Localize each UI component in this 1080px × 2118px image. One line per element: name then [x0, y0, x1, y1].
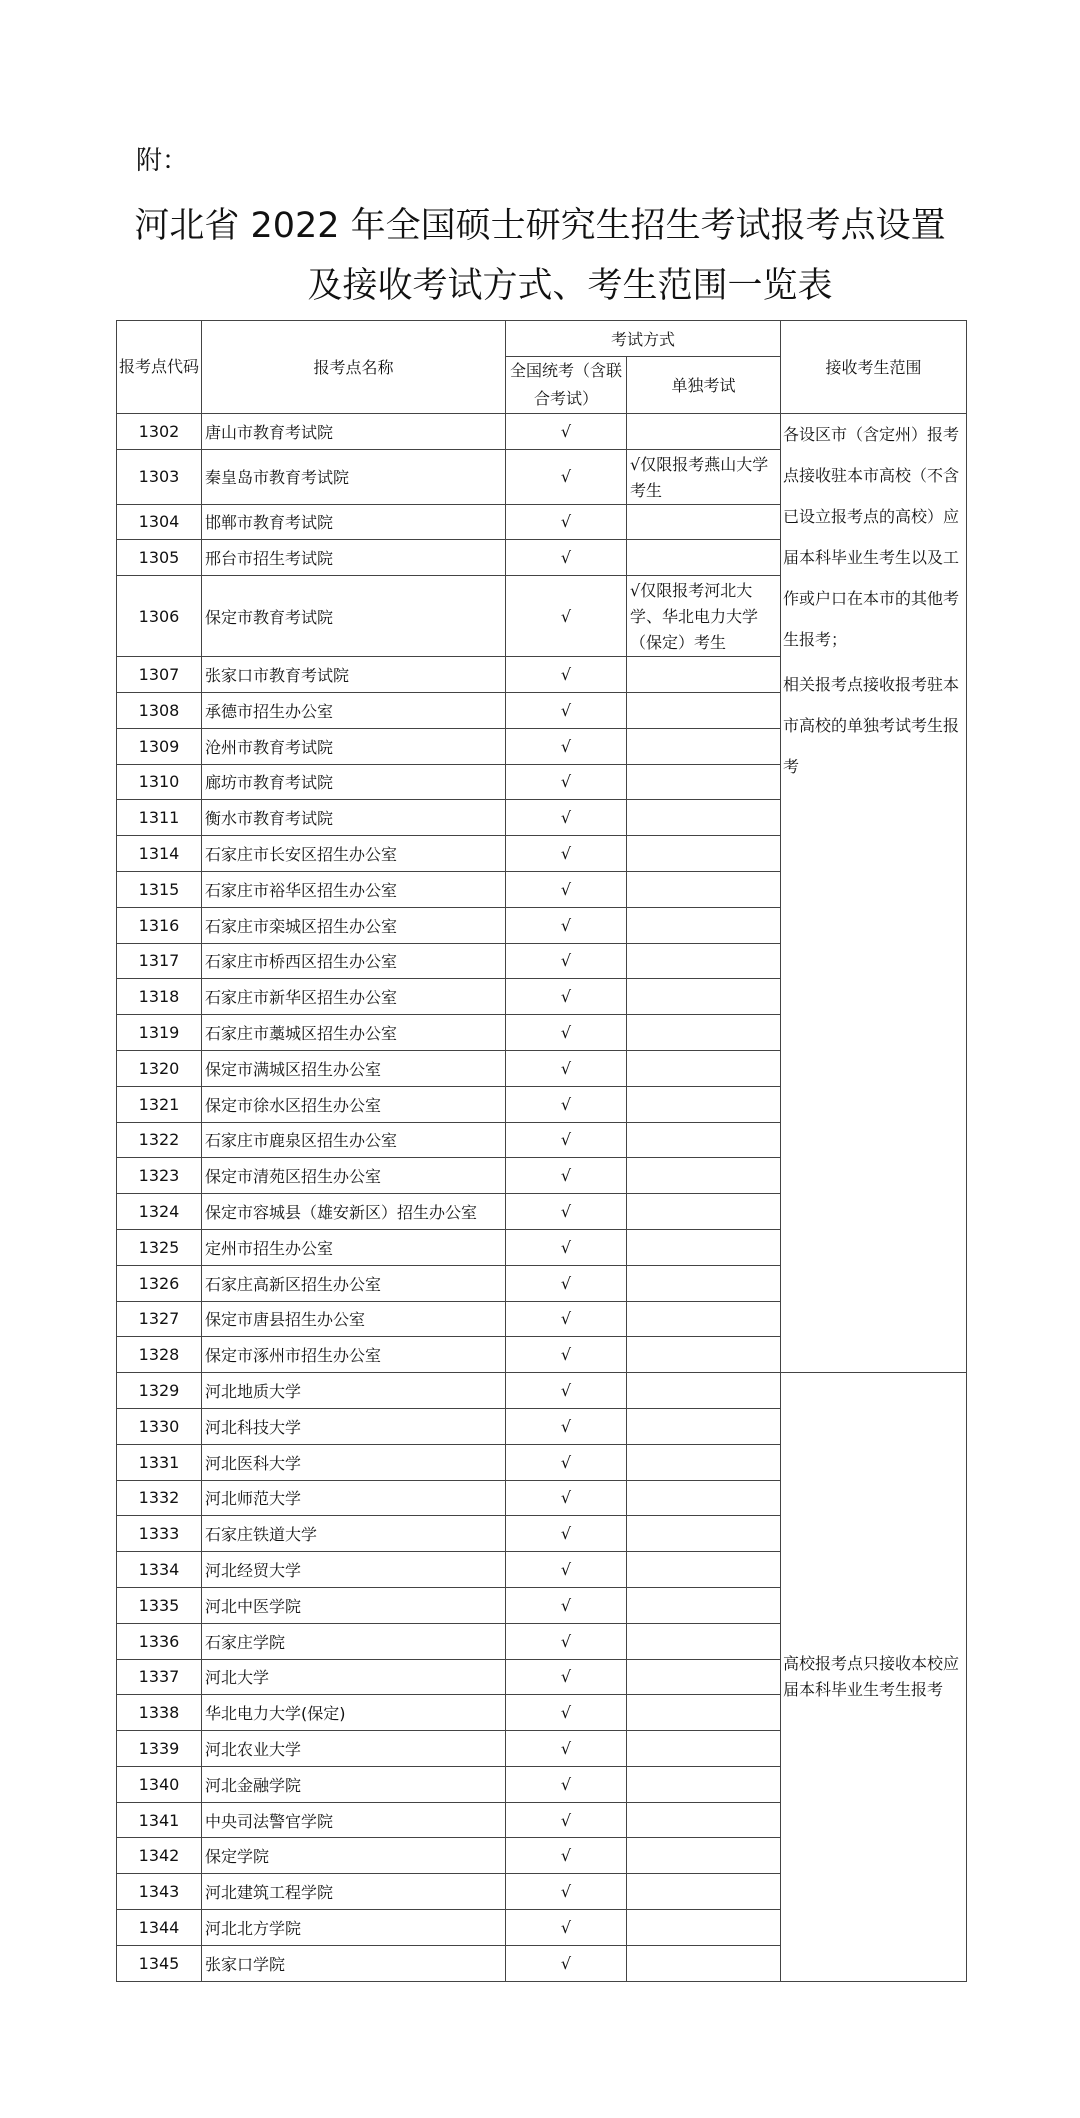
site-name: 保定市容城县（雄安新区）招生办公室: [202, 1194, 506, 1230]
national-exam-check: √: [506, 1587, 627, 1623]
separate-exam-note: [627, 1408, 781, 1444]
national-exam-check: √: [506, 504, 627, 540]
separate-exam-note: [627, 1874, 781, 1910]
national-exam-check: √: [506, 979, 627, 1015]
national-exam-check: √: [506, 657, 627, 693]
national-exam-check: √: [506, 1015, 627, 1051]
site-code: 1304: [117, 504, 202, 540]
site-code: 1345: [117, 1945, 202, 1981]
site-name: 华北电力大学(保定): [202, 1695, 506, 1731]
national-exam-check: √: [506, 449, 627, 504]
site-code: 1325: [117, 1229, 202, 1265]
header-national: 全国统考（含联合考试）: [506, 356, 627, 413]
document-title-line-2: 及接收考试方式、考生范围一览表: [307, 266, 833, 306]
national-exam-check: √: [506, 1301, 627, 1337]
site-code: 1309: [117, 728, 202, 764]
national-exam-check: √: [506, 907, 627, 943]
table-row: [117, 1373, 967, 1409]
national-exam-check: √: [506, 1659, 627, 1695]
site-name: 河北经贸大学: [202, 1552, 506, 1588]
site-code: 1329: [117, 1373, 202, 1409]
site-name: 沧州市教育考试院: [202, 728, 506, 764]
separate-exam-note: [627, 1229, 781, 1265]
national-exam-check: √: [506, 836, 627, 872]
scope-city-text-2: 相关报考点接收报考驻本市高校的单独考试考生报考: [783, 674, 960, 776]
separate-exam-note: [627, 1945, 781, 1981]
separate-exam-note: [627, 1194, 781, 1230]
site-name: 中央司法警官学院: [202, 1802, 506, 1838]
national-exam-check: √: [506, 1838, 627, 1874]
separate-exam-note: [627, 1265, 781, 1301]
site-code: 1302: [117, 413, 202, 449]
national-exam-check: √: [506, 1229, 627, 1265]
site-code: 1342: [117, 1838, 202, 1874]
site-code: 1333: [117, 1516, 202, 1552]
national-exam-check: √: [506, 871, 627, 907]
national-exam-check: √: [506, 1874, 627, 1910]
attachment-label: 附：: [136, 146, 189, 176]
separate-exam-note: [627, 1838, 781, 1874]
site-name: 保定市徐水区招生办公室: [202, 1086, 506, 1122]
national-exam-check: √: [506, 1552, 627, 1588]
site-name: 河北建筑工程学院: [202, 1874, 506, 1910]
site-code: 1322: [117, 1122, 202, 1158]
site-code: 1337: [117, 1659, 202, 1695]
national-exam-check: √: [506, 1122, 627, 1158]
site-name: 石家庄市长安区招生办公室: [202, 836, 506, 872]
separate-exam-note: √仅限报考河北大学、华北电力大学（保定）考生: [627, 576, 781, 657]
site-name: 河北地质大学: [202, 1373, 506, 1409]
separate-exam-note: [627, 1086, 781, 1122]
site-name: 定州市招生办公室: [202, 1229, 506, 1265]
site-code: 1328: [117, 1337, 202, 1373]
site-name: 石家庄市鹿泉区招生办公室: [202, 1122, 506, 1158]
site-name: 河北大学: [202, 1659, 506, 1695]
national-exam-check: √: [506, 540, 627, 576]
site-name: 保定市清苑区招生办公室: [202, 1158, 506, 1194]
separate-exam-note: [627, 836, 781, 872]
separate-exam-note: [627, 1802, 781, 1838]
separate-exam-note: [627, 800, 781, 836]
site-code: 1339: [117, 1731, 202, 1767]
site-name: 石家庄高新区招生办公室: [202, 1265, 506, 1301]
site-name: 河北科技大学: [202, 1408, 506, 1444]
scope-university-sites: 高校报考点只接收本校应届本科毕业生考生报考: [781, 1373, 967, 1982]
table-row: [117, 413, 967, 449]
separate-exam-note: √仅限报考燕山大学考生: [627, 449, 781, 504]
separate-exam-note: [627, 1659, 781, 1695]
site-code: 1324: [117, 1194, 202, 1230]
site-code: 1318: [117, 979, 202, 1015]
site-code: 1314: [117, 836, 202, 872]
site-name: 保定市唐县招生办公室: [202, 1301, 506, 1337]
site-code: 1343: [117, 1874, 202, 1910]
site-code: 1310: [117, 764, 202, 800]
site-name: 石家庄市新华区招生办公室: [202, 979, 506, 1015]
national-exam-check: √: [506, 1695, 627, 1731]
site-name: 河北师范大学: [202, 1480, 506, 1516]
national-exam-check: √: [506, 1945, 627, 1981]
national-exam-check: √: [506, 1480, 627, 1516]
site-code: 1338: [117, 1695, 202, 1731]
site-code: 1330: [117, 1408, 202, 1444]
national-exam-check: √: [506, 728, 627, 764]
site-code: 1323: [117, 1158, 202, 1194]
national-exam-check: √: [506, 1623, 627, 1659]
separate-exam-note: [627, 1373, 781, 1409]
site-code: 1316: [117, 907, 202, 943]
site-code: 1326: [117, 1265, 202, 1301]
site-code: 1307: [117, 657, 202, 693]
site-name: 邯郸市教育考试院: [202, 504, 506, 540]
site-name: 保定市涿州市招生办公室: [202, 1337, 506, 1373]
site-name: 石家庄市桥西区招生办公室: [202, 943, 506, 979]
scope-city-sites: [781, 413, 967, 1372]
national-exam-check: √: [506, 1158, 627, 1194]
site-name: 河北农业大学: [202, 1731, 506, 1767]
separate-exam-note: [627, 943, 781, 979]
separate-exam-note: [627, 1695, 781, 1731]
separate-exam-note: [627, 728, 781, 764]
national-exam-check: √: [506, 1373, 627, 1409]
document-title-line-1: 河北省 2022 年全国硕士研究生招生考试报考点设置: [134, 206, 946, 246]
national-exam-check: √: [506, 692, 627, 728]
site-name: 石家庄市栾城区招生办公室: [202, 907, 506, 943]
site-name: 张家口学院: [202, 1945, 506, 1981]
site-code: 1321: [117, 1086, 202, 1122]
site-code: 1315: [117, 871, 202, 907]
site-code: 1303: [117, 449, 202, 504]
national-exam-check: √: [506, 1050, 627, 1086]
separate-exam-note: [627, 1910, 781, 1946]
exam-site-table: [116, 320, 967, 1982]
separate-exam-note: [627, 1050, 781, 1086]
site-code: 1319: [117, 1015, 202, 1051]
site-name: 河北北方学院: [202, 1910, 506, 1946]
site-code: 1317: [117, 943, 202, 979]
site-name: 廊坊市教育考试院: [202, 764, 506, 800]
site-name: 河北中医学院: [202, 1587, 506, 1623]
site-name: 河北金融学院: [202, 1766, 506, 1802]
site-code: 1331: [117, 1444, 202, 1480]
header-code: 报考点代码: [117, 321, 202, 414]
site-code: 1306: [117, 576, 202, 657]
site-code: 1332: [117, 1480, 202, 1516]
site-name: 秦皇岛市教育考试院: [202, 449, 506, 504]
national-exam-check: √: [506, 1265, 627, 1301]
site-code: 1308: [117, 692, 202, 728]
site-code: 1335: [117, 1587, 202, 1623]
scope-city-text-1: 各设区市（含定州）报考点接收驻本市高校（不含已设立报考点的高校）应届本科毕业生考生以及工作或户口在本市的其他考生报考；: [783, 424, 960, 649]
site-code: 1341: [117, 1802, 202, 1838]
separate-exam-note: [627, 1587, 781, 1623]
national-exam-check: √: [506, 576, 627, 657]
site-name: 保定学院: [202, 1838, 506, 1874]
site-code: 1334: [117, 1552, 202, 1588]
separate-exam-note: [627, 907, 781, 943]
site-name: 石家庄学院: [202, 1623, 506, 1659]
header-exam-method: 考试方式: [506, 321, 781, 357]
site-name: 保定市满城区招生办公室: [202, 1050, 506, 1086]
site-code: 1340: [117, 1766, 202, 1802]
site-name: 承德市招生办公室: [202, 692, 506, 728]
site-code: 1327: [117, 1301, 202, 1337]
national-exam-check: √: [506, 413, 627, 449]
site-code: 1344: [117, 1910, 202, 1946]
header-name: 报考点名称: [202, 321, 506, 414]
site-name: 邢台市招生考试院: [202, 540, 506, 576]
separate-exam-note: [627, 871, 781, 907]
separate-exam-note: [627, 1444, 781, 1480]
national-exam-check: √: [506, 764, 627, 800]
national-exam-check: √: [506, 1802, 627, 1838]
site-name: 唐山市教育考试院: [202, 413, 506, 449]
separate-exam-note: [627, 1516, 781, 1552]
site-name: 衡水市教育考试院: [202, 800, 506, 836]
national-exam-check: √: [506, 1086, 627, 1122]
separate-exam-note: [627, 764, 781, 800]
separate-exam-note: [627, 1158, 781, 1194]
site-name: 石家庄市藁城区招生办公室: [202, 1015, 506, 1051]
national-exam-check: √: [506, 800, 627, 836]
separate-exam-note: [627, 979, 781, 1015]
separate-exam-note: [627, 1301, 781, 1337]
national-exam-check: √: [506, 1516, 627, 1552]
site-name: 河北医科大学: [202, 1444, 506, 1480]
separate-exam-note: [627, 1015, 781, 1051]
national-exam-check: √: [506, 1731, 627, 1767]
site-name: 保定市教育考试院: [202, 576, 506, 657]
separate-exam-note: [627, 1480, 781, 1516]
national-exam-check: √: [506, 1444, 627, 1480]
national-exam-check: √: [506, 1194, 627, 1230]
site-name: 石家庄市裕华区招生办公室: [202, 871, 506, 907]
site-code: 1311: [117, 800, 202, 836]
separate-exam-note: [627, 1623, 781, 1659]
header-scope: 接收考生范围: [781, 321, 967, 414]
separate-exam-note: [627, 1766, 781, 1802]
site-code: 1336: [117, 1623, 202, 1659]
site-code: 1320: [117, 1050, 202, 1086]
national-exam-check: √: [506, 1910, 627, 1946]
separate-exam-note: [627, 413, 781, 449]
separate-exam-note: [627, 540, 781, 576]
separate-exam-note: [627, 1731, 781, 1767]
separate-exam-note: [627, 692, 781, 728]
site-code: 1305: [117, 540, 202, 576]
separate-exam-note: [627, 1552, 781, 1588]
national-exam-check: √: [506, 1766, 627, 1802]
national-exam-check: √: [506, 1337, 627, 1373]
national-exam-check: √: [506, 943, 627, 979]
separate-exam-note: [627, 657, 781, 693]
header-separate: 单独考试: [627, 356, 781, 413]
site-name: 张家口市教育考试院: [202, 657, 506, 693]
separate-exam-note: [627, 504, 781, 540]
separate-exam-note: [627, 1337, 781, 1373]
national-exam-check: √: [506, 1408, 627, 1444]
site-name: 石家庄铁道大学: [202, 1516, 506, 1552]
separate-exam-note: [627, 1122, 781, 1158]
